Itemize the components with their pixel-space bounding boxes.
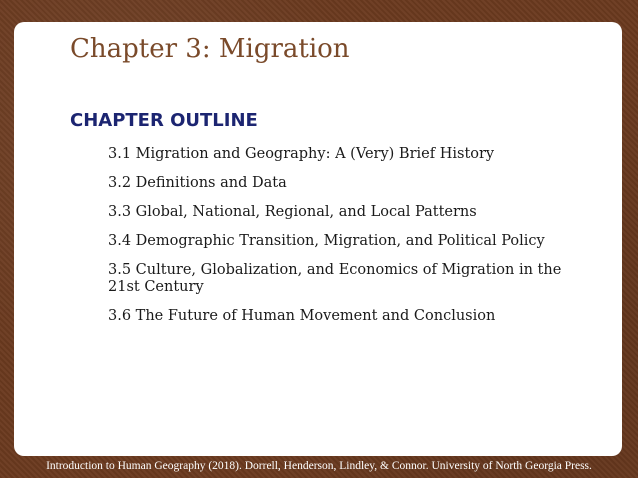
footer-citation: Introduction to Human Geography (2018). Dorrell, Henderson, Lindley, & Connor. University of North Georgia Press.: [46, 460, 592, 472]
slide-title: Chapter 3: Migration: [70, 34, 350, 64]
outline-item-3-5: 3.5 Culture, Globalization, and Economics of Migration in the 21st Century: [108, 262, 562, 295]
outline-list: [108, 146, 578, 337]
outline-item-3-1: 3.1 Migration and Geography: A (Very) Brief History: [108, 146, 495, 162]
outline-item-3-3: 3.3 Global, National, Regional, and Local Patterns: [108, 204, 477, 220]
outline-item-3-4: 3.4 Demographic Transition, Migration, and Political Policy: [108, 233, 545, 249]
slide-card: [14, 22, 622, 456]
outline-heading: CHAPTER OUTLINE: [70, 110, 258, 131]
outline-item-3-6: 3.6 The Future of Human Movement and Conclusion: [108, 308, 496, 324]
outline-item-3-2: 3.2 Definitions and Data: [108, 175, 287, 191]
